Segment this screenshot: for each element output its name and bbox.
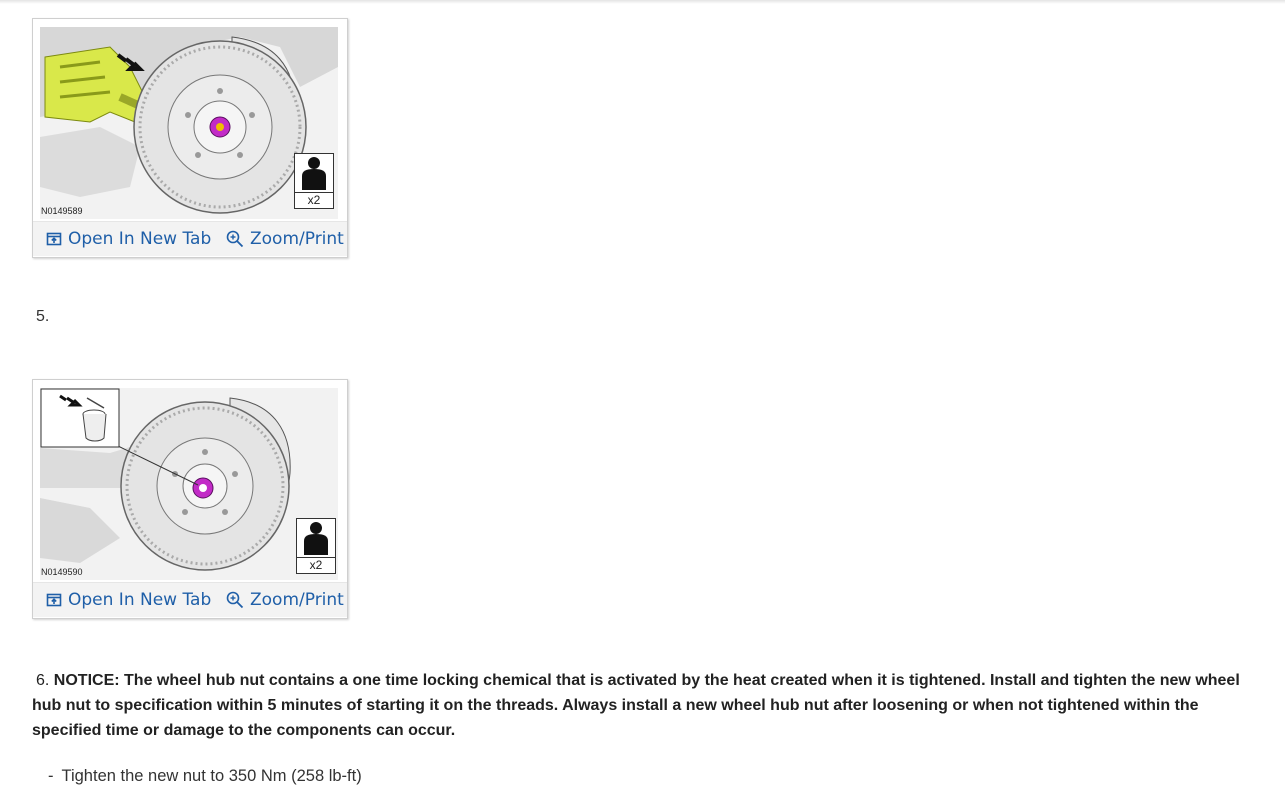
figure-n0149590: [32, 379, 348, 619]
open-in-new-tab-link[interactable]: [46, 589, 211, 611]
person-icon: [297, 519, 335, 557]
torque-spec-item: [48, 767, 362, 786]
people-count: x2: [295, 192, 333, 208]
zoom-print-label: Zoom/Print: [250, 229, 344, 249]
wheel-hub-illustration: [40, 27, 338, 219]
two-person-badge: [296, 518, 336, 574]
list-dash: -: [48, 767, 54, 785]
figure-actions: [33, 221, 347, 256]
zoom-in-icon: [226, 591, 244, 609]
figure-code: N0149590: [41, 567, 83, 577]
zoom-in-icon: [226, 230, 244, 248]
torque-spec-text: Tighten the new nut to 350 Nm (258 lb-ft): [61, 767, 362, 785]
open-in-new-tab-label: Open In New Tab: [68, 229, 212, 249]
zoom-print-link[interactable]: [226, 589, 344, 611]
top-shadow: [0, 0, 1285, 4]
figure-n0149589: [32, 18, 348, 258]
open-in-new-tab-label: Open In New Tab: [68, 590, 212, 610]
notice-text: NOTICE: The wheel hub nut contains a one time locking chemical that is activated by the heat created when it is tightened. Install and tighten the new wheel hub nut to specification within 5 minutes of starting it on the threads. Always install a new wheel hub nut after loosening or when not tightened within the specified time or damage to the components can occur.: [32, 672, 1240, 739]
step-5-number: 5.: [36, 308, 50, 325]
open-new-tab-icon: [46, 592, 62, 608]
open-in-new-tab-link[interactable]: [46, 228, 211, 250]
wheel-hub-nut-illustration: [40, 388, 338, 580]
zoom-print-label: Zoom/Print: [250, 590, 344, 610]
step-6-notice: [32, 668, 1247, 743]
figure-actions: [33, 582, 347, 617]
two-person-badge: [294, 153, 334, 209]
figure-code: N0149589: [41, 206, 83, 216]
people-count: x2: [297, 557, 335, 573]
step-6-number: 6.: [36, 672, 50, 689]
zoom-print-link[interactable]: [226, 228, 344, 250]
open-new-tab-icon: [46, 231, 62, 247]
person-icon: [295, 154, 333, 192]
